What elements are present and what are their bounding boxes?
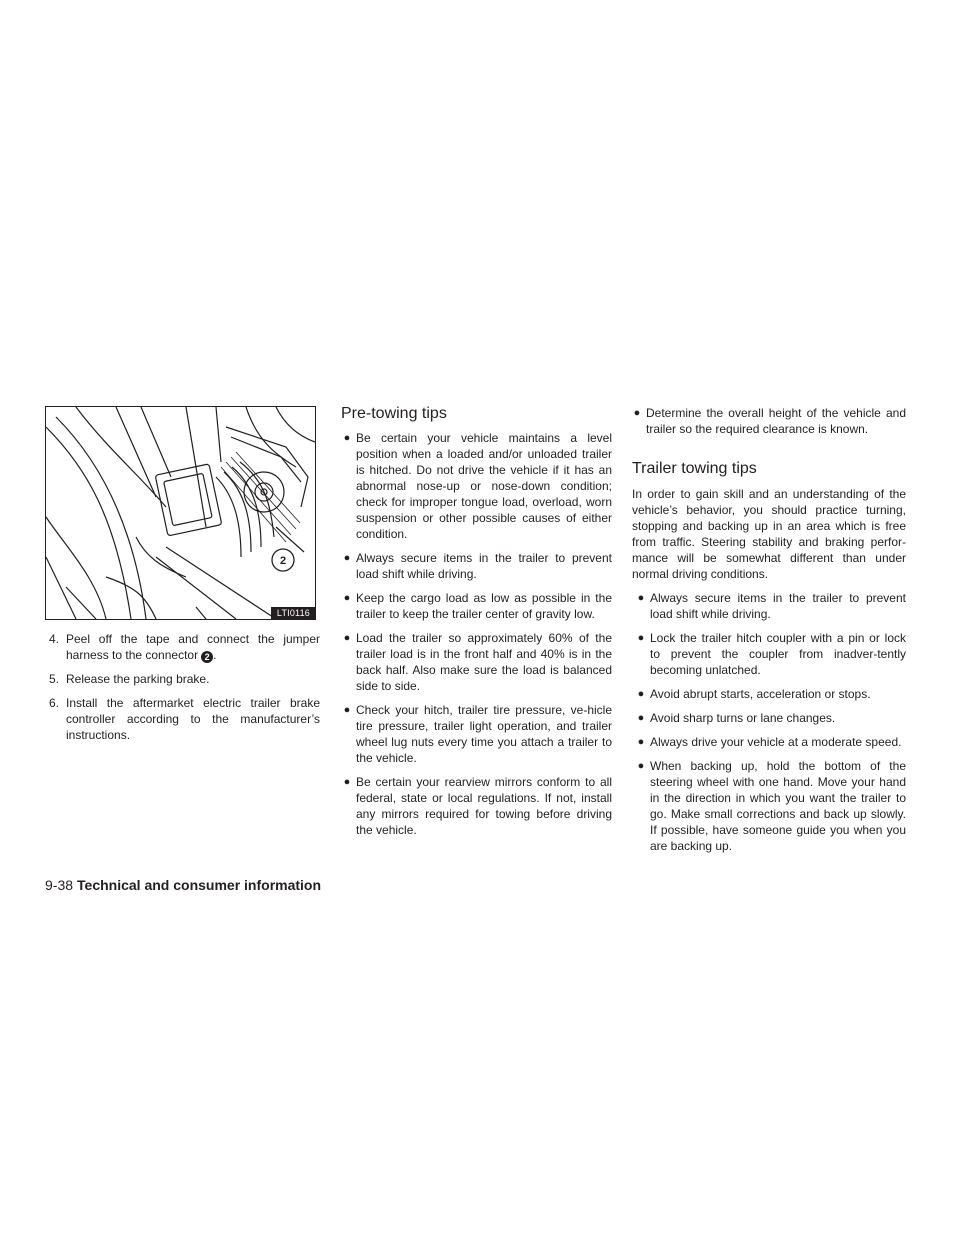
bullet-icon: ● [343,704,351,716]
pretowing-list-continued [628,405,906,445]
bullet-icon: ● [637,688,645,700]
bullet-icon: ● [343,552,351,564]
list-item: ● Be certain your vehicle maintains a level position when a loaded and/or unloaded trailer is hitched. Do not drive the vehicle if it has an abnormal nose-up or nose-down condition; check for improper tongue load, overload, worn suspension or other possible causes of either condition. [338,430,612,542]
list-item: ● Always secure items in the trailer to prevent load shift while driving. [632,590,906,622]
bullet-icon: ● [343,592,351,604]
wiring-harness-drawing [46,407,315,619]
towing-heading: Trailer towing tips [632,460,757,477]
bullet-icon: ● [637,632,645,644]
step-text: Install the aftermarket electric trailer brake controller according to the manufacturer’s instructions. [66,696,320,742]
connector-illustration [45,406,316,620]
step-item [49,671,320,687]
step-number: 6. [49,696,60,710]
list-item: ● When backing up, hold the bottom of the steering wheel with one hand. Move your hand in the direction in which you want the trailer to go. Make small corrections and back up slowly. If possible, have someone guide you when you are backing up. [632,758,906,854]
pretowing-list [338,430,612,846]
list-item: ● Always secure items in the trailer to prevent load shift while driving. [338,550,612,582]
bullet-icon: ● [343,776,351,788]
page-number: 9-38 [45,877,74,893]
list-item: ● Avoid sharp turns or lane changes. [632,710,906,726]
list-item: ● Keep the cargo load as low as possible in the trailer to keep the trailer center of gravity low. [338,590,612,622]
step-number: 4. [49,632,60,646]
figure-id-label: LTI0116 [271,607,315,619]
section-title: Technical and consumer information [77,877,322,893]
list-item: ● Always drive your vehicle at a moderate speed. [632,734,906,750]
step-item [49,695,320,743]
step-number: 5. [49,672,60,686]
bullet-icon: ● [637,760,645,772]
list-item: ● Determine the overall height of the vehicle and trailer so the required clearance is known. [628,405,906,437]
list-item: ● Lock the trailer hitch coupler with a pin or lock to prevent the coupler from inadver-tently becoming unlatched. [632,630,906,678]
pretowing-heading: Pre-towing tips [341,405,447,422]
list-item: ● Check your hitch, trailer tire pressure, ve-hicle tire pressure, trailer light operation, and trailer wheel lug nuts every time you attach a trailer to the vehicle. [338,702,612,766]
bullet-icon: ● [633,407,641,419]
list-item: ● Be certain your rearview mirrors conform to all federal, state or local regulations. If not, install any mirrors required for towing before driving the vehicle. [338,774,612,838]
list-item: ● Avoid abrupt starts, acceleration or stops. [632,686,906,702]
installation-steps [49,631,320,751]
bullet-icon: ● [637,712,645,724]
towing-intro: In order to gain skill and an understanding of the vehicle’s behavior, you should practice turning, stopping and backing up in an area which is free from traffic. Steering stability and braking perfor-mance will be somewhat different than under normal driving conditions. [632,487,906,581]
page-footer [45,876,321,894]
step-text: Release the parking brake. [66,672,210,686]
bullet-icon: ● [343,632,351,644]
callout-number: 2 [279,555,287,567]
connector-callout-icon: 2 [201,651,213,663]
step-text: Peel off the tape and connect the jumper harness to the connector 2 . [66,632,320,662]
bullet-icon: ● [637,592,645,604]
bullet-icon: ● [637,736,645,748]
list-item: ● Load the trailer so approximately 60% of the trailer load is in the front half and 40% is in the back half. Also make sure the load is balanced side to side. [338,630,612,694]
towing-list [632,590,906,862]
bullet-icon: ● [343,432,351,444]
step-item [49,631,320,663]
